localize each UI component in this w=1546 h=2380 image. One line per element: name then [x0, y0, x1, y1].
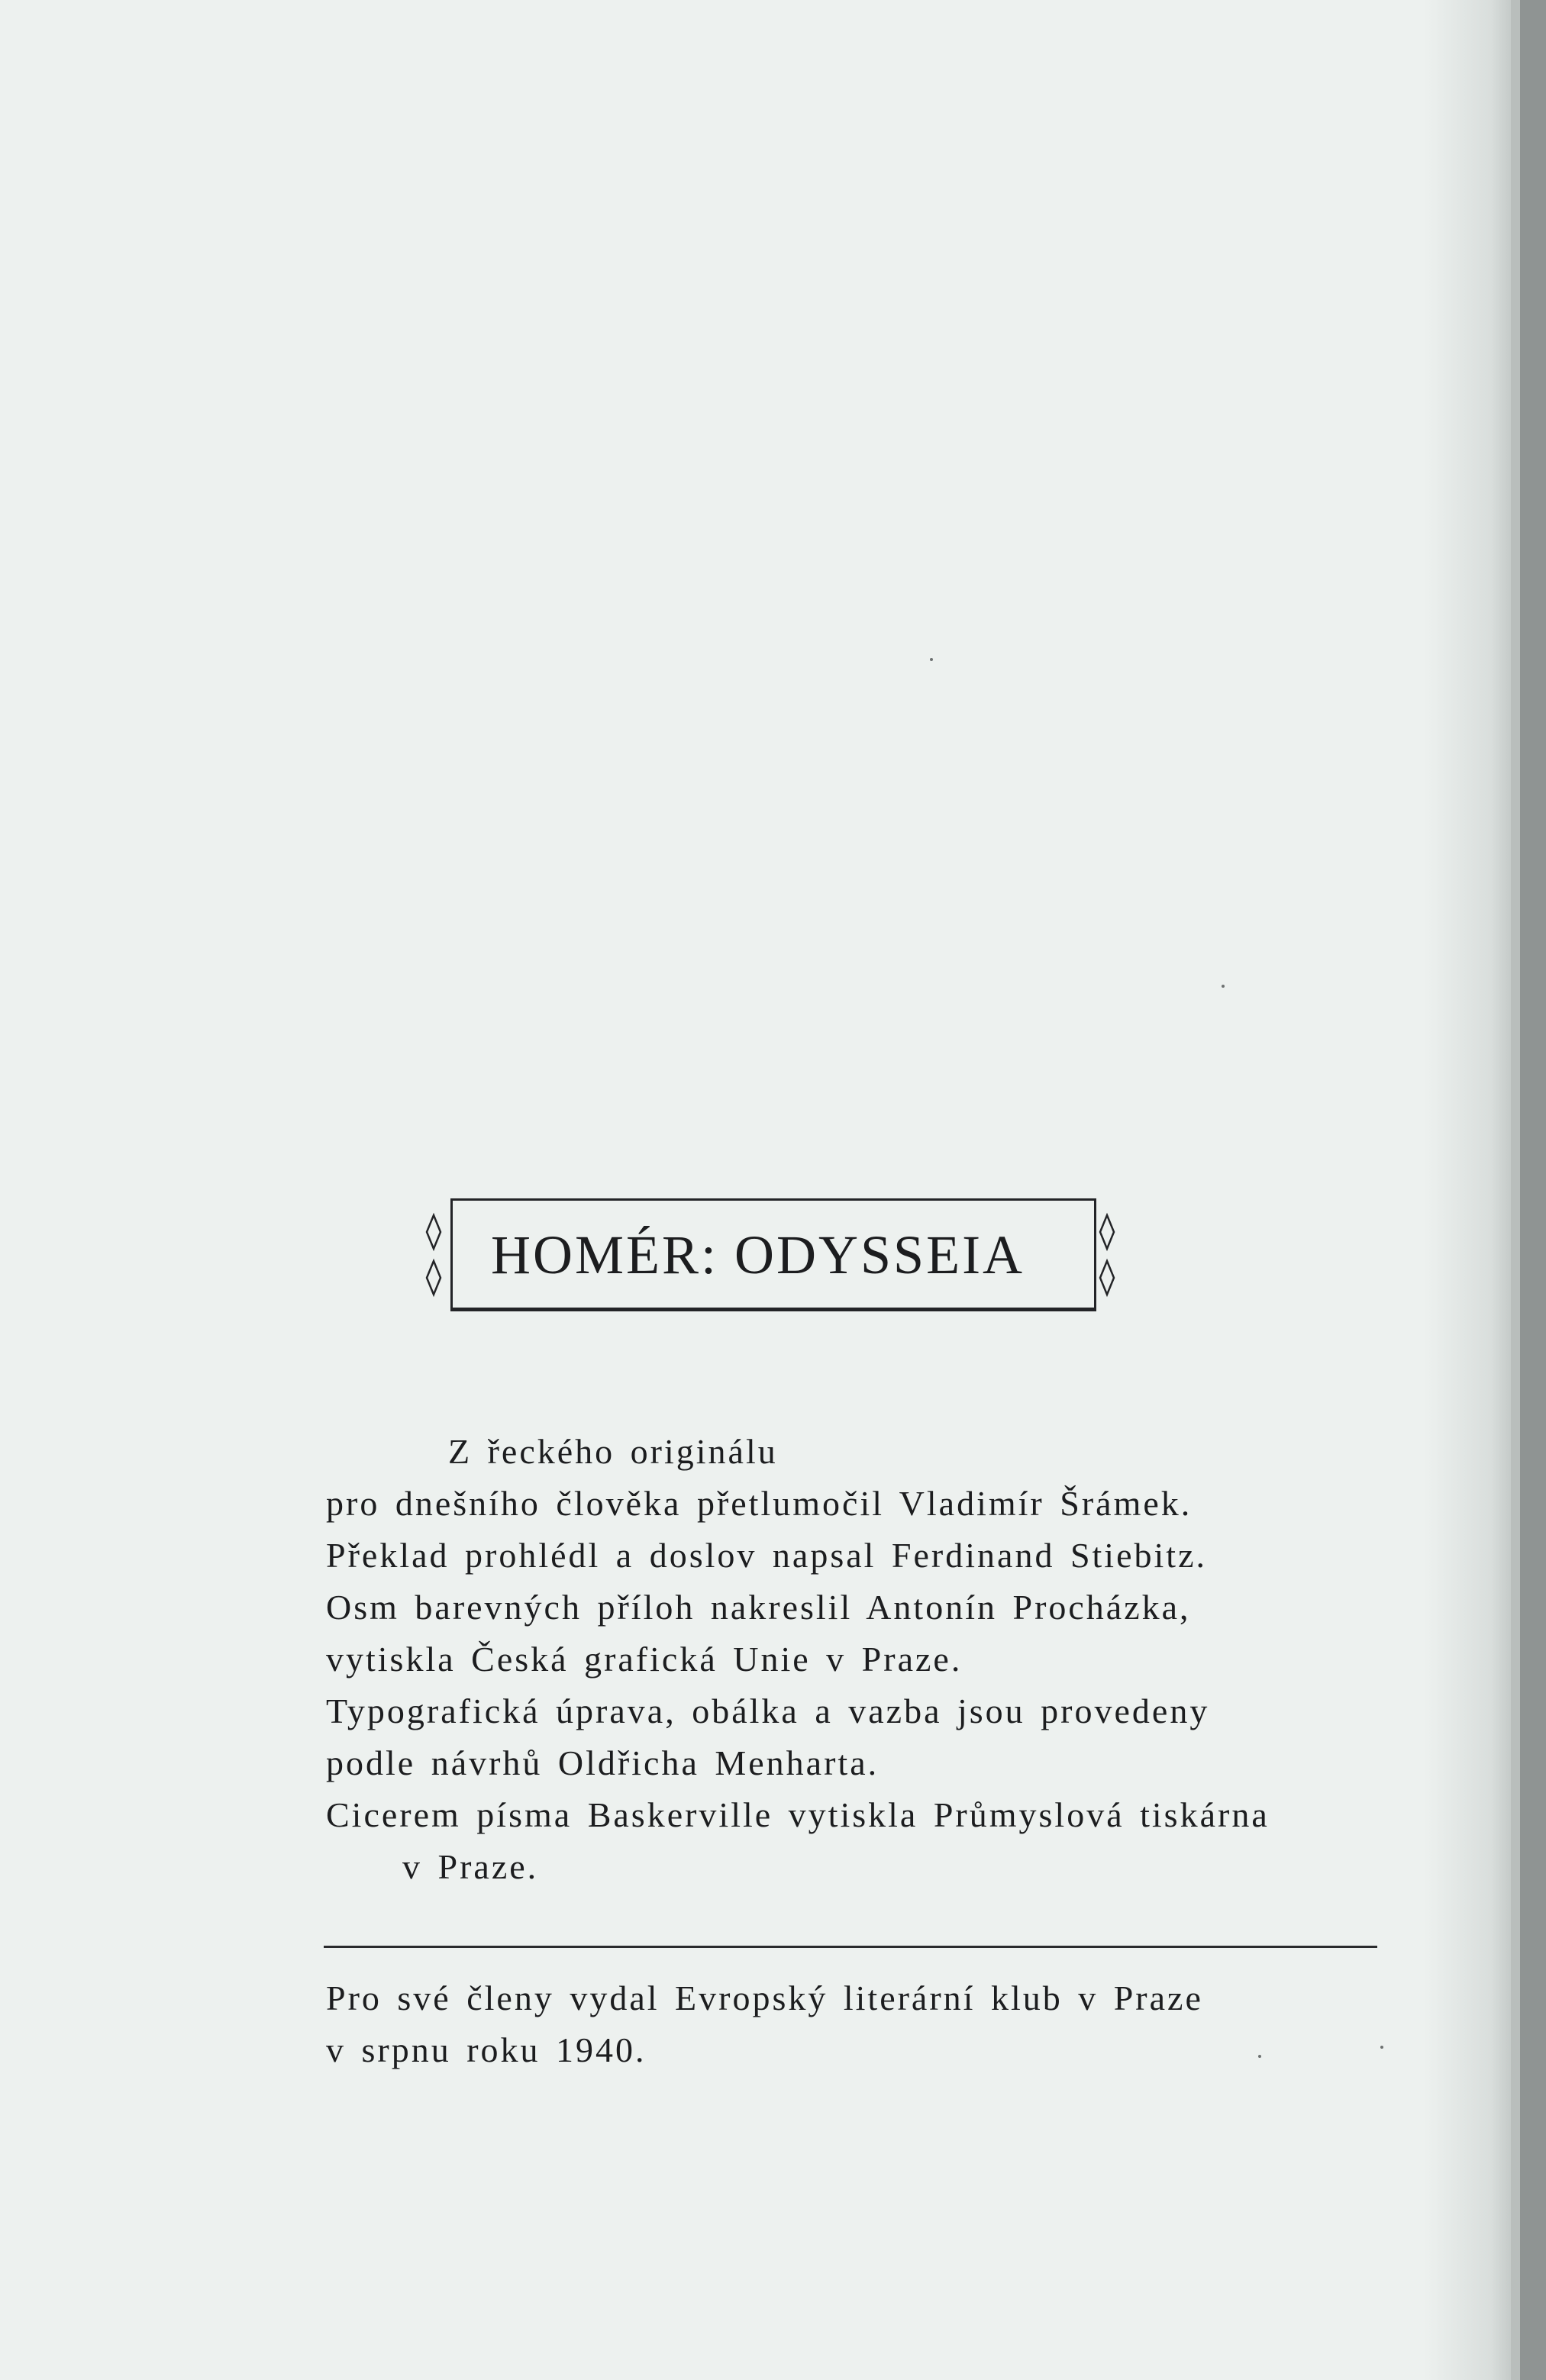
- colophon-line: vytiskla Česká grafická Unie v Praze.: [326, 1640, 963, 1679]
- colophon-line: Z řeckého originálu: [448, 1432, 778, 1471]
- page-edge: [1520, 0, 1546, 2380]
- publisher-note: [326, 1972, 1395, 2076]
- diamond-ornament-icon: [424, 1211, 443, 1302]
- paper-speck: [1380, 2046, 1383, 2049]
- colophon-line: Osm barevných příloh nakreslil Antonín Procházka,: [326, 1588, 1191, 1627]
- page-edge-highlight: [1511, 0, 1520, 2380]
- title-frame: [450, 1198, 1096, 1311]
- book-title: HOMÉR: ODYSSEIA: [491, 1224, 1025, 1285]
- colophon-line: podle návrhů Oldřicha Menharta.: [326, 1743, 880, 1782]
- publisher-line: v srpnu roku 1940.: [326, 2030, 647, 2069]
- colophon-line: Typografická úprava, obálka a vazba jsou provedeny: [326, 1691, 1210, 1730]
- colophon: [326, 1426, 1395, 1893]
- paper-speck: [1258, 2055, 1261, 2058]
- paper-speck: [930, 658, 933, 661]
- colophon-line: pro dnešního člověka přetlumočil Vladimír Šrámek.: [326, 1484, 1193, 1523]
- diamond-ornament-icon: [1098, 1211, 1116, 1302]
- colophon-line: Cicerem písma Baskerville vytiskla Průmyslová tiskárna: [326, 1795, 1270, 1834]
- publisher-line: Pro své členy vydal Evropský literární klub v Praze: [326, 1978, 1203, 2017]
- colophon-line: Překlad prohlédl a doslov napsal Ferdinand Stiebitz.: [326, 1536, 1207, 1575]
- paper-speck: [1222, 985, 1225, 988]
- divider-rule: [324, 1946, 1377, 1948]
- colophon-line: v Praze.: [402, 1847, 539, 1886]
